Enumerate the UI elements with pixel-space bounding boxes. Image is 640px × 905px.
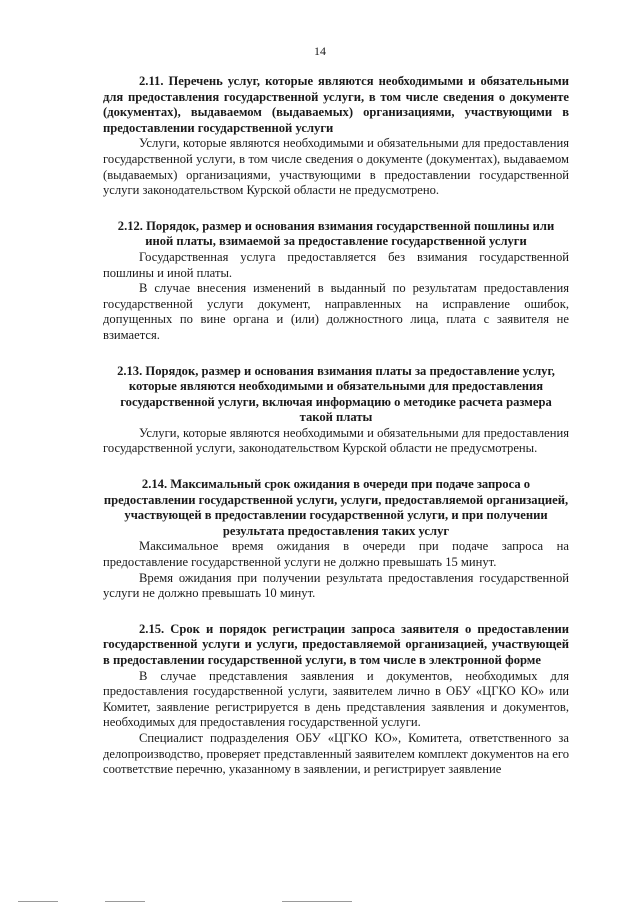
page-number: 14 (314, 44, 326, 58)
paragraph: Специалист подразделения ОБУ «ЦГКО КО», Комитета, ответственного за делопроизводство, проверяет представленный заявителем комплект документов на его соответствие перечню, указанному в заявлении, и регистрирует заявление (103, 730, 569, 777)
section-heading: 2.14. Максимальный срок ожидания в очереди при подаче запроса о предоставлении государственной услуги, услуги, предоставляемой организацией, участвующей в предоставлении государственной услуги, и при получении результата предоставления таких услуг (103, 477, 569, 538)
document-body (103, 74, 569, 778)
paragraph: В случае представления заявления и документов, необходимых для предоставления государственной услуги, заявителем лично в ОБУ «ЦГКО КО» или Комитет, заявление регистрируется в день представления заявления и документов, необходимых для предоставления государственной услуги. (103, 668, 569, 730)
section-2-14 (103, 477, 569, 602)
section-2-12 (103, 219, 569, 344)
paragraph: Максимальное время ожидания в очереди при подаче запроса на предоставление государственной услуги не должно превышать 15 минут. (103, 539, 569, 570)
section-2-11 (103, 74, 569, 199)
section-2-13 (103, 364, 569, 458)
section-heading: 2.15. Срок и порядок регистрации запроса заявителя о предоставлении государственной услуги и услуги, предоставляемой организацией, участвующей в предоставлении государственной услуги, в том числе в электронной форме (103, 621, 569, 667)
paragraph: Услуги, которые являются необходимыми и обязательными для предоставления государственной услуги, законодательством Курской области не предусмотрены. (103, 425, 569, 456)
scan-footer-marks (0, 899, 640, 905)
paragraph: Время ожидания при получении результата предоставления государственной услуги не должно превышать 10 минут. (103, 570, 569, 601)
paragraph: Услуги, которые являются необходимыми и обязательными для предоставления государственной услуги, в том числе сведения о документе (документах), выдаваемом (выдаваемых) организациями, участвующими в предоставлении государственной услуги законодательством Курской области не предусмотрено. (103, 136, 569, 198)
paragraph: В случае внесения изменений в выданный по результатам предоставления государственной услуги документ, направленных на исправление ошибок, допущенных по вине органа и (или) должностного лица, плата с заявителя не взимается. (103, 281, 569, 342)
section-heading: 2.12. Порядок, размер и основания взимания государственной пошлины или иной платы, взимаемой за предоставление государственной услуги (117, 218, 555, 249)
section-heading: 2.13. Порядок, размер и основания взимания платы за предоставление услуг, которые являются необходимыми и обязательными для предоставления государственной услуги, включая информацию о методике расчета размера такой платы (117, 363, 555, 425)
section-heading: 2.11. Перечень услуг, которые являются необходимыми и обязательными для предоставления государственной услуги, в том числе сведения о документе (документах), выдаваемом (выдаваемых) организациями, участвующими в предоставлении государственной услуги (103, 74, 569, 135)
section-2-15 (103, 622, 569, 778)
paragraph: Государственная услуга предоставляется без взимания государственной пошлины и иной платы. (103, 249, 569, 280)
